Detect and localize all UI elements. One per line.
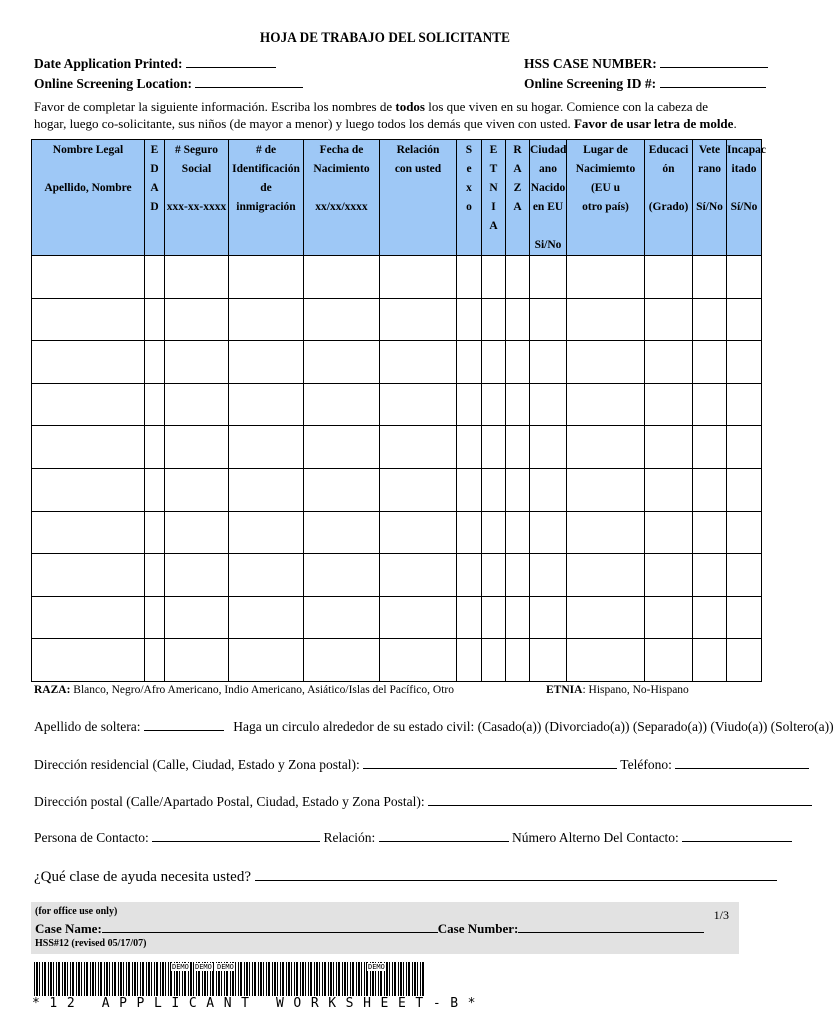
table-cell[interactable] [229,596,304,639]
contact-row [34,829,792,846]
column-header-line: A [513,201,522,213]
table-cell[interactable] [645,554,693,597]
table-cell[interactable] [145,511,165,554]
table-cell[interactable] [645,639,693,682]
table-cell[interactable] [645,596,693,639]
table-cell[interactable] [304,468,380,511]
barcode-demo-3: DEMO [217,963,234,971]
table-cell[interactable] [693,426,727,469]
table-cell[interactable] [145,298,165,341]
column-header-line: I [491,201,496,213]
column-header-line: R [513,144,522,156]
table-cell[interactable] [530,341,567,384]
column-header-line: A [489,220,498,232]
column-header-line: Ciudad [530,144,567,156]
table-cell[interactable] [457,468,482,511]
table-cell[interactable] [645,256,693,299]
column-header-line: Lugar de [583,144,628,156]
table-cell[interactable] [645,383,693,426]
table-cell[interactable] [567,341,645,384]
column-header-line [727,179,761,198]
table-row [32,383,762,426]
table-cell[interactable] [32,298,145,341]
column-header-line [32,160,144,179]
table-row [32,639,762,682]
table-row [32,298,762,341]
case-row [35,920,704,937]
table-cell[interactable] [145,468,165,511]
table-cell[interactable] [457,511,482,554]
table-cell[interactable] [645,341,693,384]
column-header-line: Social [181,163,212,175]
date-printed-field[interactable] [186,56,276,68]
etnia-note [546,684,689,696]
column-header-line: A [150,182,159,194]
residential-address-label: Dirección residencial (Calle, Ciudad, Estado y Zona postal): [34,757,360,772]
table-cell[interactable] [457,426,482,469]
table-cell[interactable] [380,511,457,554]
table-cell[interactable] [506,511,530,554]
column-header-line: Nacimiento [313,163,370,175]
table-cell[interactable] [457,256,482,299]
table-cell[interactable] [304,298,380,341]
table-row [32,426,762,469]
column-header-line: Nacimiemto [575,163,636,175]
table-cell[interactable] [229,511,304,554]
residential-address-row [34,756,809,773]
office-use-box [31,902,739,954]
column-header-line: Si/No [534,239,562,251]
table-cell[interactable] [165,298,229,341]
table-cell[interactable] [530,426,567,469]
table-cell[interactable] [693,511,727,554]
maiden-name-label: Apellido de soltera: [34,719,141,734]
table-cell[interactable] [304,256,380,299]
table-row [32,511,762,554]
hss-case-row [524,56,768,72]
date-printed-label: Date Application Printed: [34,56,183,71]
table-cell[interactable] [380,341,457,384]
etnia-label: ETNIA [546,684,583,696]
table-cell[interactable] [304,341,380,384]
table-cell[interactable] [165,468,229,511]
table-cell[interactable] [457,596,482,639]
column-header [229,140,304,256]
mailing-address-field[interactable] [428,793,812,806]
table-cell[interactable] [380,554,457,597]
table-cell[interactable] [530,383,567,426]
table-cell[interactable] [693,341,727,384]
column-header-line: xx/xx/xxxx [315,201,368,213]
table-cell[interactable] [229,341,304,384]
column-header-line: en EU [532,201,564,213]
table-cell[interactable] [32,639,145,682]
column-header-line: Sí/No [696,201,723,213]
table-cell[interactable] [229,383,304,426]
table-cell[interactable] [727,639,762,682]
table-cell[interactable] [567,426,645,469]
form-title: HOJA DE TRABAJO DEL SOLICITANTE [259,30,511,46]
table-cell[interactable] [567,511,645,554]
intro-bold-2: Favor de usar letra de molde [573,116,734,131]
column-header-line [165,179,228,198]
case-name-field[interactable] [102,920,438,933]
contact-person-label: Persona de Contacto: [34,830,149,845]
table-cell[interactable] [304,639,380,682]
column-header-line: N [489,182,498,194]
column-header [457,140,482,256]
table-cell[interactable] [693,383,727,426]
table-cell[interactable] [380,426,457,469]
table-cell[interactable] [506,639,530,682]
intro-text-2: los que viven en su hogar. Comience con la cabeza de hogar, luego co-solicitante, sus niños (de mayor a menor) y luego todos los demás que viven con usted. [34,99,709,131]
table-cell[interactable] [380,468,457,511]
column-header [380,140,457,256]
table-header-row [32,140,762,256]
table-cell[interactable] [530,511,567,554]
table-cell[interactable] [229,468,304,511]
table-cell[interactable] [145,256,165,299]
table-cell[interactable] [727,468,762,511]
table-cell[interactable] [727,298,762,341]
column-header-line: Nacido [530,182,566,194]
column-header-line [530,217,566,236]
table-cell[interactable] [482,596,506,639]
etnia-text: : Hispano, No-Hispano [582,684,689,696]
table-cell[interactable] [727,554,762,597]
barcode-demo-1: DEMO [172,963,189,971]
table-cell[interactable] [727,383,762,426]
column-header-line: rano [698,163,721,175]
table-cell[interactable] [567,468,645,511]
table-cell[interactable] [645,298,693,341]
table-cell[interactable] [145,341,165,384]
column-header-line [693,179,726,198]
table-cell[interactable] [482,554,506,597]
column-header-line: D [150,163,159,175]
table-cell[interactable] [229,639,304,682]
table-cell[interactable] [457,383,482,426]
table-cell[interactable] [482,426,506,469]
screening-location-label: Online Screening Location: [34,76,193,91]
intro-text-3: . [733,116,737,131]
table-cell[interactable] [229,554,304,597]
column-header-line: T [489,163,498,175]
table-cell[interactable] [145,554,165,597]
table-cell[interactable] [506,298,530,341]
table-cell[interactable] [693,298,727,341]
column-header-line: x [466,182,472,194]
column-header-line: Z [513,182,522,194]
table-cell[interactable] [645,426,693,469]
table-cell[interactable] [530,468,567,511]
table-cell[interactable] [506,468,530,511]
alt-contact-number-label: Número Alterno Del Contacto: [511,830,679,845]
column-header-line [304,179,379,198]
table-cell[interactable] [165,426,229,469]
table-cell[interactable] [457,639,482,682]
table-cell[interactable] [380,596,457,639]
raza-text: Blanco, Negro/Afro Americano, Indio Americano, Asiático/Islas del Pacífico, Otro [70,684,454,696]
table-cell[interactable] [506,383,530,426]
table-cell[interactable] [304,426,380,469]
column-header-line: Sí/No [730,201,758,213]
table-cell[interactable] [482,639,506,682]
column-header-line [645,179,692,198]
office-use-label: (for office use only) [35,906,118,917]
form-revision: HSS#12 (revised 05/17/07) [35,938,147,949]
column-header [645,140,693,256]
relationship-label: Relación: [323,830,376,845]
column-header-line: A [513,163,522,175]
table-cell[interactable] [380,298,457,341]
case-number-label: Case Number: [437,921,519,936]
phone-label: Teléfono: [620,757,672,772]
table-cell[interactable] [145,639,165,682]
table-row [32,468,762,511]
table-cell[interactable] [567,554,645,597]
table-cell[interactable] [165,256,229,299]
date-printed-row [34,56,276,72]
table-cell[interactable] [32,554,145,597]
column-header-line: con usted [394,163,442,175]
table-cell[interactable] [530,298,567,341]
table-cell[interactable] [380,383,457,426]
table-cell[interactable] [165,554,229,597]
table-cell[interactable] [727,341,762,384]
table-cell[interactable] [32,426,145,469]
table-cell[interactable] [145,596,165,639]
column-header-line: ano [539,163,557,175]
column-header-line: e [466,163,472,175]
column-header [482,140,506,256]
screening-location-field[interactable] [195,76,303,88]
column-header [530,140,567,256]
contact-person-field[interactable] [152,829,320,842]
column-header-line: Apellido, Nombre [44,182,132,194]
column-header-line: Incapac [727,144,766,156]
residential-address-field[interactable] [363,756,617,769]
table-cell[interactable] [32,383,145,426]
column-header [304,140,380,256]
column-header-line: (EU u [590,182,621,194]
column-header [165,140,229,256]
table-cell[interactable] [530,554,567,597]
mailing-address-label: Dirección postal (Calle/Apartado Postal, Ciudad, Estado y Zona Postal): [34,794,425,809]
column-header-line: (Grado) [648,201,689,213]
table-cell[interactable] [380,639,457,682]
table-cell[interactable] [727,426,762,469]
table-cell[interactable] [506,256,530,299]
column-header-line: otro país) [582,201,629,213]
table-cell[interactable] [32,256,145,299]
column-header-line: xxx-xx-xxxx [166,201,227,213]
column-header-line: E [489,144,498,156]
hss-case-field[interactable] [660,56,768,68]
table-cell[interactable] [482,298,506,341]
table-cell[interactable] [693,596,727,639]
table-body [32,256,762,682]
table-cell[interactable] [380,256,457,299]
table-cell[interactable] [145,426,165,469]
column-header-line: de [260,182,272,194]
table-cell[interactable] [727,511,762,554]
table-cell[interactable] [304,596,380,639]
relationship-field[interactable] [379,829,509,842]
instructions [34,98,742,132]
table-cell[interactable] [482,468,506,511]
column-header [32,140,145,256]
barcode-text: *12 APPLICANT WORKSHEET-B* [32,996,486,1011]
table-cell[interactable] [693,468,727,511]
table-cell[interactable] [165,383,229,426]
table-cell[interactable] [727,256,762,299]
household-table [31,139,766,682]
column-header-line: Educaci [648,144,689,156]
maiden-name-field[interactable] [144,718,224,731]
table-cell[interactable] [506,341,530,384]
screening-id-label: Online Screening ID #: [524,76,657,91]
column-header-line: inmigración [236,201,296,213]
marital-status-options[interactable]: Haga un circulo alrededor de su estado civil: (Casado(a)) (Divorciado(a)) (Separado(a)) (Viudo(a)) (Soltero(a)) [233,719,834,734]
table-cell[interactable] [165,596,229,639]
table-cell[interactable] [567,383,645,426]
column-header-line: # de [255,144,277,156]
table-cell[interactable] [482,383,506,426]
table-cell[interactable] [506,426,530,469]
barcode-image [34,962,426,996]
table-cell[interactable] [304,511,380,554]
column-header-line: Identificación [232,163,300,175]
table-cell[interactable] [693,554,727,597]
column-header-line: # Seguro [175,144,218,156]
help-question-row [34,866,777,886]
table-cell[interactable] [229,256,304,299]
hss-case-label: HSS CASE NUMBER: [524,56,657,71]
column-header-line: E [150,144,159,156]
screening-id-field[interactable] [660,76,766,88]
table-cell[interactable] [645,468,693,511]
table-cell[interactable] [530,639,567,682]
column-header-line: S [465,144,473,156]
case-number-field[interactable] [518,920,704,933]
table-cell[interactable] [457,341,482,384]
column-header [506,140,530,256]
table-cell[interactable] [165,511,229,554]
column-header-line: Relación [396,144,440,156]
page-number: 1/3 [713,908,729,922]
alt-contact-number-field[interactable] [682,829,792,842]
column-header-line: ón [662,163,675,175]
column-header [567,140,645,256]
table-cell[interactable] [567,639,645,682]
screening-location-row [34,76,303,92]
table-cell[interactable] [506,554,530,597]
table-cell[interactable] [567,298,645,341]
table-row [32,554,762,597]
table-cell[interactable] [506,596,530,639]
barcode-demo-4: DEMO [368,963,385,971]
table-cell[interactable] [304,554,380,597]
column-header [727,140,766,256]
table-cell[interactable] [229,298,304,341]
table-row [32,341,762,384]
table-row [32,596,762,639]
intro-text-1: Favor de completar la siguiente información. Escriba los nombres de [34,99,396,114]
table-cell[interactable] [567,596,645,639]
column-header-line: o [466,201,472,213]
table-cell[interactable] [165,639,229,682]
raza-note [34,684,454,696]
table-cell[interactable] [32,596,145,639]
table-cell[interactable] [567,256,645,299]
screening-id-row [524,76,766,92]
barcode-demo-2: DEMO [195,963,212,971]
table-cell[interactable] [304,383,380,426]
table-cell[interactable] [482,341,506,384]
table-cell[interactable] [457,298,482,341]
column-header [693,140,727,256]
help-question-label: ¿Qué clase de ayuda necesita usted? [34,869,251,885]
case-name-label: Case Name: [35,921,102,936]
table-cell[interactable] [727,596,762,639]
column-header-line: itado [731,163,757,175]
table-cell[interactable] [229,426,304,469]
maiden-name-row [34,718,834,735]
table-cell[interactable] [32,511,145,554]
table-cell[interactable] [645,511,693,554]
table-cell[interactable] [693,639,727,682]
column-header-line: D [150,201,159,213]
intro-bold-1: todos [395,99,425,114]
table-cell[interactable] [530,596,567,639]
table-cell[interactable] [145,383,165,426]
table-cell[interactable] [482,256,506,299]
column-header-line: Fecha de [319,144,364,156]
column-header-line: Nombre Legal [52,144,124,156]
mailing-address-row [34,793,812,810]
table-cell[interactable] [32,341,145,384]
table-cell[interactable] [693,256,727,299]
column-header [145,140,165,256]
column-header-line: Vete [698,144,721,156]
table-cell[interactable] [530,256,567,299]
table-cell[interactable] [165,341,229,384]
table-cell[interactable] [457,554,482,597]
phone-field[interactable] [675,756,809,769]
table-row [32,256,762,299]
raza-label: RAZA: [34,684,71,696]
table-cell[interactable] [32,468,145,511]
help-question-field[interactable] [255,866,777,881]
table-cell[interactable] [482,511,506,554]
